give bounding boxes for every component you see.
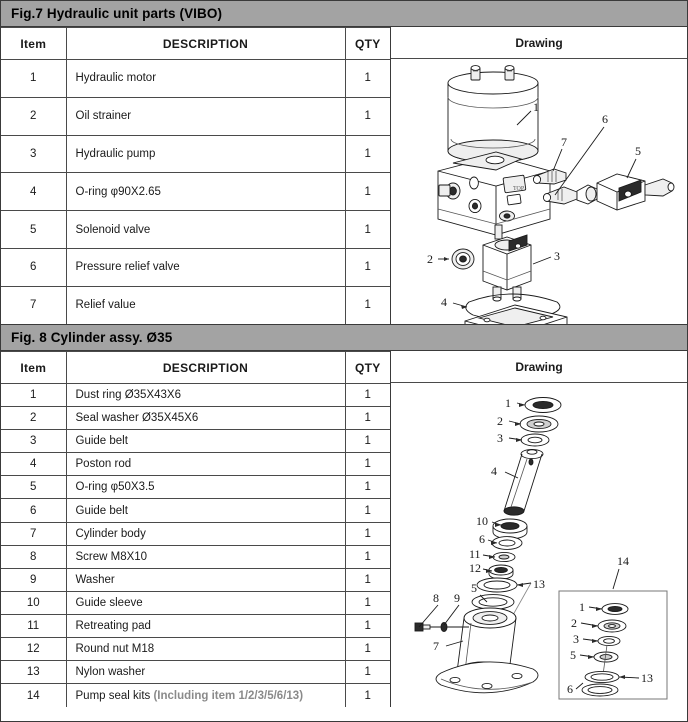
table-row[interactable]	[1, 661, 390, 684]
guide-sleeve-part	[493, 519, 527, 539]
table-row[interactable]	[1, 286, 390, 324]
callout-inset-3: 3	[573, 632, 579, 646]
callout-9: 9	[454, 591, 460, 605]
hydraulic-pump-part	[483, 225, 531, 301]
cell-item: 5	[1, 476, 66, 499]
figure-7-block	[1, 1, 687, 324]
figure-7-drawing-cell	[391, 27, 687, 324]
dust-ring-part	[525, 398, 561, 413]
column-header-drawing: Drawing	[391, 351, 687, 383]
cell-item: 14	[1, 684, 66, 707]
cell-qty: 1	[345, 60, 390, 98]
cell-item: 9	[1, 568, 66, 591]
column-header-description: DESCRIPTION	[66, 28, 345, 60]
callout-7: 7	[433, 639, 439, 653]
table-row[interactable]	[1, 499, 390, 522]
cell-qty: 1	[345, 407, 390, 430]
callout-10: 10	[476, 514, 488, 528]
piston-rod-part	[504, 449, 543, 515]
cell-item: 5	[1, 211, 66, 249]
cell-qty: 1	[345, 638, 390, 661]
pump-seal-kit-inset	[559, 554, 667, 699]
cell-qty: 1	[345, 430, 390, 453]
cell-description: Screw M8X10	[66, 545, 345, 568]
cell-item: 6	[1, 499, 66, 522]
callout-2: 2	[497, 414, 503, 428]
cell-description: Hydraulic motor	[66, 60, 345, 98]
cell-description: Oil strainer	[66, 97, 345, 135]
retreating-pad-part	[493, 552, 515, 561]
cell-description-main: Pump seal kits	[75, 689, 151, 702]
cell-qty: 1	[345, 661, 390, 684]
cell-description: Cylinder body	[66, 522, 345, 545]
table-row[interactable]	[1, 60, 390, 98]
callout-4: 4	[441, 295, 447, 309]
cell-qty: 1	[345, 453, 390, 476]
table-row[interactable]	[1, 248, 390, 286]
cell-description: Hydraulic pump	[66, 135, 345, 173]
cell-item: 1	[1, 60, 66, 98]
cell-qty: 1	[345, 384, 390, 407]
callout-6: 6	[479, 532, 485, 546]
cell-item: 4	[1, 453, 66, 476]
cell-qty: 1	[345, 135, 390, 173]
figure-8-title: Fig. 8 Cylinder assy. Ø35	[1, 325, 687, 351]
cell-qty: 1	[345, 499, 390, 522]
cell-item: 1	[1, 384, 66, 407]
cell-description: O-ring φ90X2.65	[66, 173, 345, 211]
callout-13: 13	[533, 577, 545, 591]
callout-6: 6	[602, 112, 608, 126]
table-row[interactable]	[1, 522, 390, 545]
figure-8-block	[1, 324, 687, 707]
cell-description: Washer	[66, 568, 345, 591]
cylinder-assembly-exploded-diagram	[391, 383, 688, 707]
cell-description: Retreating pad	[66, 614, 345, 637]
hydraulic-base-plate-part	[465, 305, 567, 324]
cell-qty: 1	[345, 614, 390, 637]
cell-item: 4	[1, 173, 66, 211]
hydraulic-unit-exploded-diagram	[391, 59, 688, 324]
table-row[interactable]	[1, 430, 390, 453]
cell-qty: 1	[345, 684, 390, 707]
table-row[interactable]	[1, 568, 390, 591]
table-row[interactable]	[1, 684, 390, 707]
cell-description-note: (Including item 1/2/3/5/6/13)	[150, 689, 304, 702]
cell-item: 7	[1, 286, 66, 324]
column-header-qty: QTY	[345, 352, 390, 384]
cell-item: 3	[1, 430, 66, 453]
nylon-washer-part	[477, 578, 517, 592]
callout-3: 3	[554, 249, 560, 263]
callout-2: 2	[427, 252, 433, 266]
table-header-row	[1, 28, 390, 60]
figure-7-table-side	[1, 27, 391, 324]
callout-inset-6: 5	[570, 648, 576, 662]
table-row[interactable]	[1, 211, 390, 249]
callout-1: 1	[505, 396, 511, 410]
cell-description: Guide belt	[66, 499, 345, 522]
figure-8-parts-table	[1, 351, 390, 707]
cell-description: Guide belt	[66, 430, 345, 453]
cell-description: Seal washer Ø35X45X6	[66, 407, 345, 430]
cell-description: Relief value	[66, 286, 345, 324]
cell-qty: 1	[345, 97, 390, 135]
callout-11: 11	[469, 547, 481, 561]
cell-description: Solenoid valve	[66, 211, 345, 249]
figure-7-parts-table	[1, 27, 390, 324]
cell-item: 8	[1, 545, 66, 568]
cell-description: Round nut M18	[66, 638, 345, 661]
cell-description: O-ring φ50X3.5	[66, 476, 345, 499]
cell-qty: 1	[345, 286, 390, 324]
table-row[interactable]	[1, 173, 390, 211]
callout-inset-1: 1	[579, 600, 585, 614]
callout-inset-5: 6	[567, 682, 573, 696]
table-row[interactable]	[1, 476, 390, 499]
callout-5: 5	[471, 581, 477, 595]
cell-description: Nylon washer	[66, 661, 345, 684]
cell-item: 2	[1, 97, 66, 135]
figure-8-table-body	[1, 384, 390, 708]
callout-12: 12	[469, 561, 481, 575]
column-header-qty: QTY	[345, 28, 390, 60]
figure-7-title: Fig.7 Hydraulic unit parts (VIBO)	[1, 1, 687, 27]
figure-8-drawing-cell	[391, 351, 687, 707]
cell-description: Poston rod	[66, 453, 345, 476]
cell-item: 13	[1, 661, 66, 684]
table-row[interactable]	[1, 407, 390, 430]
cell-description	[66, 684, 345, 707]
callout-5: 5	[635, 144, 641, 158]
table-row[interactable]	[1, 545, 390, 568]
cell-description: Pressure relief valve	[66, 248, 345, 286]
solenoid-valve-part	[577, 174, 674, 210]
table-row[interactable]	[1, 453, 390, 476]
table-header-row	[1, 352, 390, 384]
cell-qty: 1	[345, 211, 390, 249]
cell-item: 12	[1, 638, 66, 661]
column-header-item: Item	[1, 28, 66, 60]
valve-block-part	[438, 152, 550, 235]
cell-qty: 1	[345, 545, 390, 568]
table-row[interactable]	[1, 638, 390, 661]
table-row[interactable]	[1, 135, 390, 173]
table-row[interactable]	[1, 384, 390, 407]
cell-qty: 1	[345, 568, 390, 591]
cell-item: 3	[1, 135, 66, 173]
oil-strainer-part	[452, 249, 474, 269]
column-header-drawing: Drawing	[391, 27, 687, 59]
svg-text:TOP: TOP	[513, 186, 525, 192]
figure-8-table-side	[1, 351, 391, 707]
cell-qty: 1	[345, 591, 390, 614]
cell-qty: 1	[345, 522, 390, 545]
o-ring-part	[472, 595, 514, 610]
figure-7-table-body	[1, 60, 390, 325]
column-header-item: Item	[1, 352, 66, 384]
callout-4: 4	[491, 464, 497, 478]
cell-description: Guide sleeve	[66, 591, 345, 614]
cell-qty: 1	[345, 248, 390, 286]
callout-inset-2: 2	[571, 616, 577, 630]
hydraulic-motor-part	[448, 66, 538, 162]
callout-8: 8	[433, 591, 439, 605]
cylinder-body-part	[436, 608, 538, 693]
cell-description: Dust ring Ø35X43X6	[66, 384, 345, 407]
guide-belt-upper-part	[521, 434, 549, 446]
column-header-description: DESCRIPTION	[66, 352, 345, 384]
table-row[interactable]	[1, 614, 390, 637]
seal-washer-part	[520, 416, 558, 432]
callout-3: 3	[497, 431, 503, 445]
callout-1: 1	[533, 100, 539, 114]
cell-item: 6	[1, 248, 66, 286]
callout-inset-13: 13	[641, 671, 653, 685]
cell-item: 10	[1, 591, 66, 614]
screw-and-washer-part	[415, 622, 469, 631]
figure-8-body	[1, 351, 687, 707]
figure-7-body	[1, 27, 687, 324]
callout-inset-14: 14	[617, 554, 629, 568]
cell-item: 11	[1, 614, 66, 637]
cell-item: 2	[1, 407, 66, 430]
table-row[interactable]	[1, 591, 390, 614]
cell-qty: 1	[345, 173, 390, 211]
cell-qty: 1	[345, 476, 390, 499]
callout-7: 7	[561, 135, 567, 149]
cell-item: 7	[1, 522, 66, 545]
round-nut-part	[489, 565, 513, 579]
table-row[interactable]	[1, 97, 390, 135]
